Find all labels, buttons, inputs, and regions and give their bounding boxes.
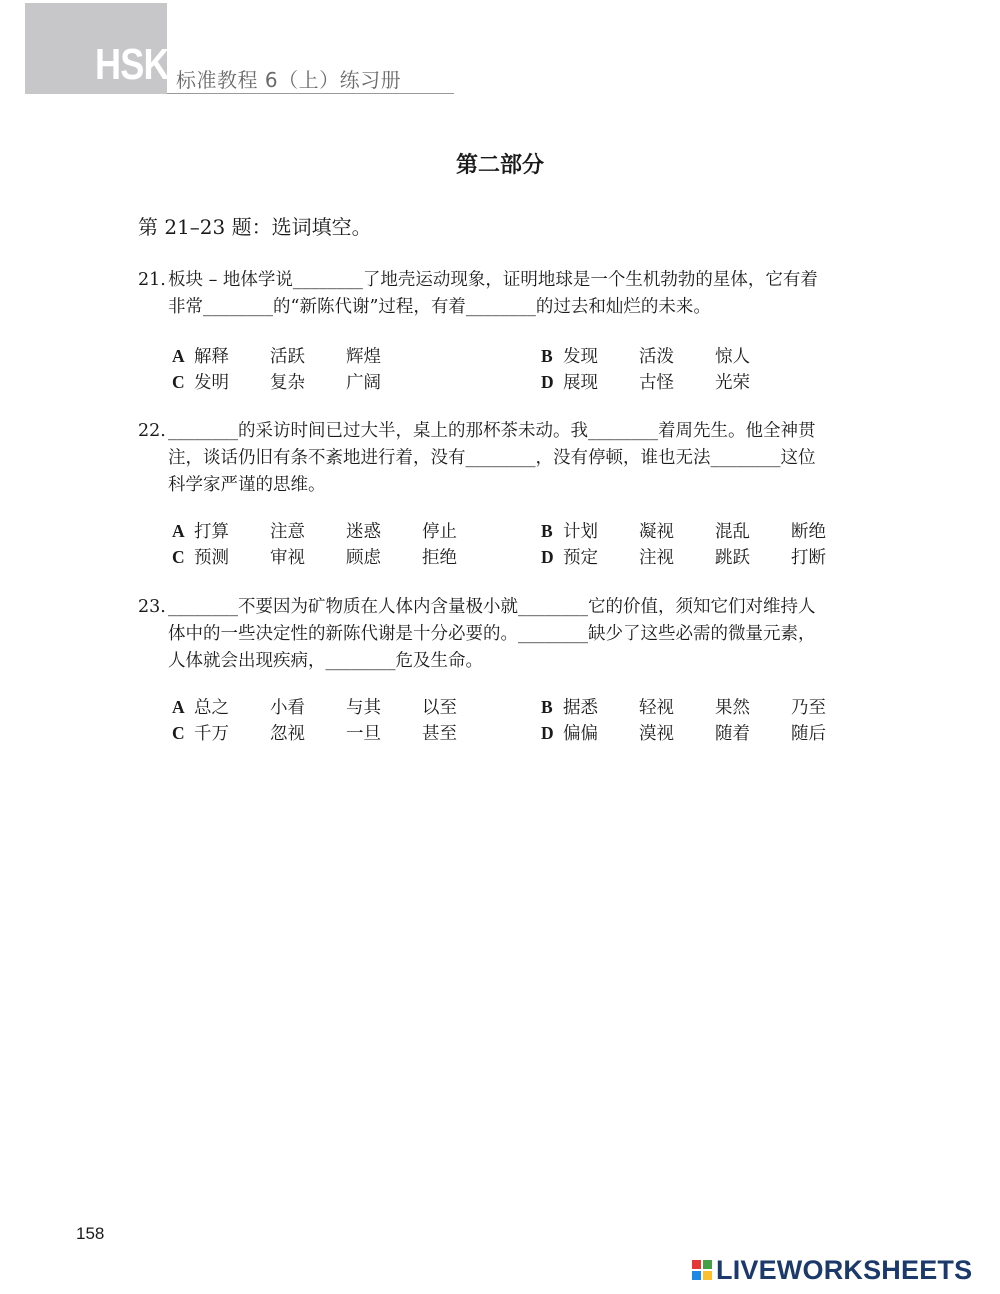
option-c[interactable] bbox=[172, 720, 498, 745]
option-row bbox=[138, 544, 888, 570]
option-row bbox=[138, 343, 888, 369]
question-line bbox=[138, 418, 888, 445]
section-title: 第二部分 bbox=[455, 152, 544, 178]
option-word: 注意 bbox=[270, 522, 305, 542]
option-word: 总之 bbox=[194, 698, 229, 718]
options bbox=[138, 518, 888, 570]
option-word: 断绝 bbox=[791, 522, 826, 542]
option-d[interactable] bbox=[541, 369, 791, 394]
option-letter: D bbox=[541, 723, 554, 743]
option-word: 拒绝 bbox=[422, 548, 457, 568]
instruction: 第 21–23 题：选词填空。 bbox=[138, 215, 372, 239]
option-row bbox=[138, 694, 888, 720]
option-a[interactable] bbox=[172, 343, 422, 368]
question-line bbox=[138, 267, 888, 294]
page-number: 158 bbox=[76, 1224, 105, 1243]
option-a[interactable] bbox=[172, 694, 498, 719]
option-b[interactable] bbox=[541, 343, 791, 368]
option-word: 随后 bbox=[791, 724, 826, 744]
question-text: 科学家严谨的思维。 bbox=[168, 475, 326, 495]
option-word: 乃至 bbox=[791, 698, 826, 718]
option-word: 发现 bbox=[563, 347, 598, 367]
question-line bbox=[138, 621, 888, 648]
liveworksheets-watermark[interactable] bbox=[692, 1254, 972, 1286]
option-c[interactable] bbox=[172, 369, 422, 394]
option-word: 活跃 bbox=[270, 347, 305, 367]
header-rule bbox=[167, 93, 454, 94]
option-word: 小看 bbox=[270, 698, 305, 718]
option-word: 漠视 bbox=[639, 724, 674, 744]
option-letter: B bbox=[541, 697, 553, 717]
liveworksheets-logo-icon bbox=[692, 1260, 712, 1280]
option-word: 打断 bbox=[791, 548, 826, 568]
option-word: 以至 bbox=[422, 698, 457, 718]
option-b[interactable] bbox=[541, 694, 867, 719]
option-word: 计划 bbox=[563, 522, 598, 542]
option-c[interactable] bbox=[172, 544, 498, 569]
option-row bbox=[138, 518, 888, 544]
question-text: ________不要因为矿物质在人体内含量极小就________它的价值，须知它们对维持人 bbox=[168, 597, 816, 617]
question-text: 注，谈话仍旧有条不紊地进行着，没有________，没有停顿，谁也无法________这位 bbox=[168, 448, 816, 468]
option-word: 轻视 bbox=[639, 698, 674, 718]
question-number: 22. bbox=[138, 421, 166, 441]
option-word: 光荣 bbox=[715, 373, 750, 393]
question-text: 体中的一些决定性的新陈代谢是十分必要的。________缺少了这些必需的微量元素， bbox=[168, 624, 816, 644]
option-word: 预定 bbox=[563, 548, 598, 568]
option-word: 广阔 bbox=[346, 373, 381, 393]
option-word: 随着 bbox=[715, 724, 750, 744]
option-word: 据悉 bbox=[563, 698, 598, 718]
option-word: 发明 bbox=[194, 373, 229, 393]
option-word: 预测 bbox=[194, 548, 229, 568]
option-word: 复杂 bbox=[270, 373, 305, 393]
watermark-text: LIVEWORKSHEETS bbox=[716, 1254, 973, 1285]
option-d[interactable] bbox=[541, 544, 867, 569]
option-word: 混乱 bbox=[715, 522, 750, 542]
option-letter: C bbox=[172, 723, 185, 743]
option-a[interactable] bbox=[172, 518, 498, 543]
question-number: 21. bbox=[138, 270, 166, 290]
question-number: 23. bbox=[138, 597, 166, 617]
option-letter: B bbox=[541, 521, 553, 541]
option-word: 甚至 bbox=[422, 724, 457, 744]
option-letter: B bbox=[541, 346, 553, 366]
option-word: 打算 bbox=[194, 522, 229, 542]
question-line bbox=[138, 648, 888, 675]
option-word: 解释 bbox=[194, 347, 229, 367]
question-line bbox=[138, 594, 888, 621]
options bbox=[138, 694, 888, 746]
question-line bbox=[138, 445, 888, 472]
option-word: 惊人 bbox=[715, 347, 750, 367]
options bbox=[138, 343, 888, 395]
option-word: 一旦 bbox=[346, 724, 381, 744]
option-letter: A bbox=[172, 521, 185, 541]
option-word: 辉煌 bbox=[346, 347, 381, 367]
logo-square bbox=[692, 1260, 701, 1269]
option-word: 忽视 bbox=[270, 724, 305, 744]
question-22 bbox=[138, 418, 888, 570]
option-row bbox=[138, 369, 888, 395]
logo-square bbox=[703, 1260, 712, 1269]
option-word: 审视 bbox=[270, 548, 305, 568]
option-letter: C bbox=[172, 372, 185, 392]
header-subtitle: 标准教程 6（上）练习册 bbox=[176, 68, 402, 92]
option-letter: A bbox=[172, 346, 185, 366]
option-word: 注视 bbox=[639, 548, 674, 568]
option-letter: D bbox=[541, 372, 554, 392]
option-word: 跳跃 bbox=[715, 548, 750, 568]
option-word: 凝视 bbox=[639, 522, 674, 542]
option-word: 活泼 bbox=[639, 347, 674, 367]
option-b[interactable] bbox=[541, 518, 867, 543]
option-word: 展现 bbox=[563, 373, 598, 393]
option-word: 停止 bbox=[422, 522, 457, 542]
option-word: 千万 bbox=[194, 724, 229, 744]
question-21 bbox=[138, 267, 888, 395]
question-text: 人体就会出现疾病，________危及生命。 bbox=[168, 651, 483, 671]
question-text: 板块 – 地体学说________了地壳运动现象，证明地球是一个生机勃勃的星体，它有着 bbox=[168, 270, 818, 290]
question-text: 非常________的“新陈代谢”过程，有着________的过去和灿烂的未来。 bbox=[168, 297, 711, 317]
header-brand: HSK bbox=[95, 40, 169, 89]
question-line bbox=[138, 472, 888, 499]
option-letter: A bbox=[172, 697, 185, 717]
option-row bbox=[138, 720, 888, 746]
option-word: 与其 bbox=[346, 698, 381, 718]
question-23 bbox=[138, 594, 888, 746]
option-word: 古怪 bbox=[639, 373, 674, 393]
option-word: 偏偏 bbox=[563, 724, 598, 744]
question-line bbox=[138, 294, 888, 321]
option-letter: C bbox=[172, 547, 185, 567]
option-d[interactable] bbox=[541, 720, 867, 745]
question-text: ________的采访时间已过大半，桌上的那杯茶未动。我________着周先生。他全神贯 bbox=[168, 421, 816, 441]
logo-square bbox=[692, 1271, 701, 1280]
option-word: 果然 bbox=[715, 698, 750, 718]
option-word: 迷惑 bbox=[346, 522, 381, 542]
option-word: 顾虑 bbox=[346, 548, 381, 568]
logo-square bbox=[703, 1271, 712, 1280]
option-letter: D bbox=[541, 547, 554, 567]
